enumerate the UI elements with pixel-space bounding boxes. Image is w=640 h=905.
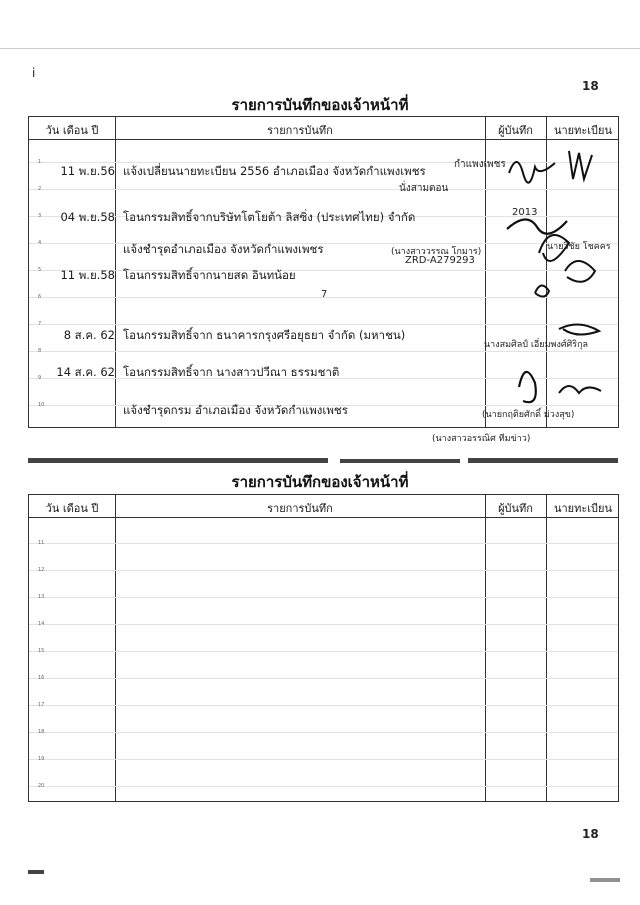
row-number: 1 [38, 159, 42, 165]
col-entry-header: รายการบันทึก [267, 502, 333, 515]
col-recorder-header: ผู้บันทึก [498, 502, 533, 515]
record-entry: แจ้งชำรุดกรม อำเภอเมือง จังหวัดกำแพงเพชร [123, 403, 348, 417]
record-entry: แจ้งเปลี่ยนนายทะเบียน 2556 อำเภอเมือง จังหวัดกำแพงเพชร [123, 164, 426, 178]
row-number: 5 [38, 267, 42, 273]
handwritten-note: นั่งสามตอน [399, 183, 449, 194]
records-table-top [28, 116, 619, 428]
row-number: 3 [38, 213, 42, 219]
record-entry: โอนกรรมสิทธิ์จากบริษัทโตโยต้า ลิสซิ่ง (ประเทศไทย) จำกัด [123, 210, 416, 224]
scan-smudge [590, 878, 620, 882]
row-number: 4 [38, 240, 42, 246]
signature-scribbles [499, 143, 614, 413]
record-date: 8 ส.ค. 62 [63, 328, 115, 342]
page-top-edge [0, 48, 640, 49]
record-date: 11 พ.ย.56 [60, 164, 115, 178]
row-number: 20 [38, 783, 45, 789]
stray-mark: i [32, 66, 36, 80]
row-number: 16 [38, 675, 45, 681]
handwritten-note: 7 [321, 289, 328, 300]
row-number: 7 [38, 321, 42, 327]
handwritten-note: (นางสาววรรณ โกมาร) [391, 247, 482, 257]
row-number: 2 [38, 186, 42, 192]
scan-smudge [28, 458, 328, 463]
col-registrar-header: นายทะเบียน [553, 502, 612, 515]
record-entry: โอนกรรมสิทธิ์จาก นางสาวปวีณา ธรรมชาติ [123, 365, 340, 379]
col-recorder-header: ผู้บันทึก [498, 124, 533, 137]
handwritten-note: 2013 [512, 207, 538, 218]
table-header-top [29, 117, 618, 140]
row-number: 19 [38, 756, 45, 762]
record-entry: โอนกรรมสิทธิ์จากนายสด อินทน้อย [123, 268, 296, 282]
row-number: 13 [38, 594, 45, 600]
row-number: 6 [38, 294, 42, 300]
scan-smudge [468, 458, 618, 463]
section-title-top: รายการบันทึกของเจ้าหน้าที่ [231, 96, 409, 114]
record-entry: แจ้งชำรุดอำเภอเมือง จังหวัดกำแพงเพชร [123, 242, 324, 256]
table-header-bottom [29, 495, 618, 518]
record-entry: โอนกรรมสิทธิ์จาก ธนาคารกรุงศรีอยุธยา จำกัด (มหาชน) [123, 328, 406, 342]
scan-smudge [28, 870, 44, 874]
records-table-bottom [28, 494, 619, 802]
col-registrar-header: นายทะเบียน [553, 124, 612, 137]
row-number: 9 [38, 375, 42, 381]
page-number-bottom: 18 [582, 827, 599, 841]
row-number: 12 [38, 567, 45, 573]
record-date: 14 ส.ค. 62 [56, 365, 115, 379]
row-number: 10 [38, 402, 45, 408]
handwritten-note: นางสมศิลป์ เอี่ยมพงศ์ศิริกุล [484, 340, 589, 350]
section-title-bottom: รายการบันทึกของเจ้าหน้าที่ [231, 473, 409, 491]
row-number: 14 [38, 621, 45, 627]
row-number: 18 [38, 729, 45, 735]
row-number: 15 [38, 648, 45, 654]
row-number: 8 [38, 348, 42, 354]
col-date-header: วัน เดือน ปี [45, 124, 99, 137]
col-date-header: วัน เดือน ปี [45, 502, 99, 515]
page-number-top: 18 [582, 79, 599, 93]
col-entry-header: รายการบันทึก [267, 124, 333, 137]
scan-smudge [340, 459, 460, 463]
handwritten-note: นายวิชัย โชคคร [547, 242, 611, 252]
handwritten-note: กำแพงเพชร [454, 159, 506, 170]
record-date: 04 พ.ย.58 [60, 210, 115, 224]
record-date: 11 พ.ย.58 [60, 268, 115, 282]
row-number: 17 [38, 702, 45, 708]
row-number: 11 [38, 540, 45, 546]
handwritten-note: (นายกฤติยศักดิ์ ม่วงสุข) [482, 410, 575, 420]
handwritten-note: ZRD-A279293 [405, 255, 475, 266]
handwritten-note: (นางสาวอรรณิศ ทีมข่าว) [432, 434, 531, 444]
